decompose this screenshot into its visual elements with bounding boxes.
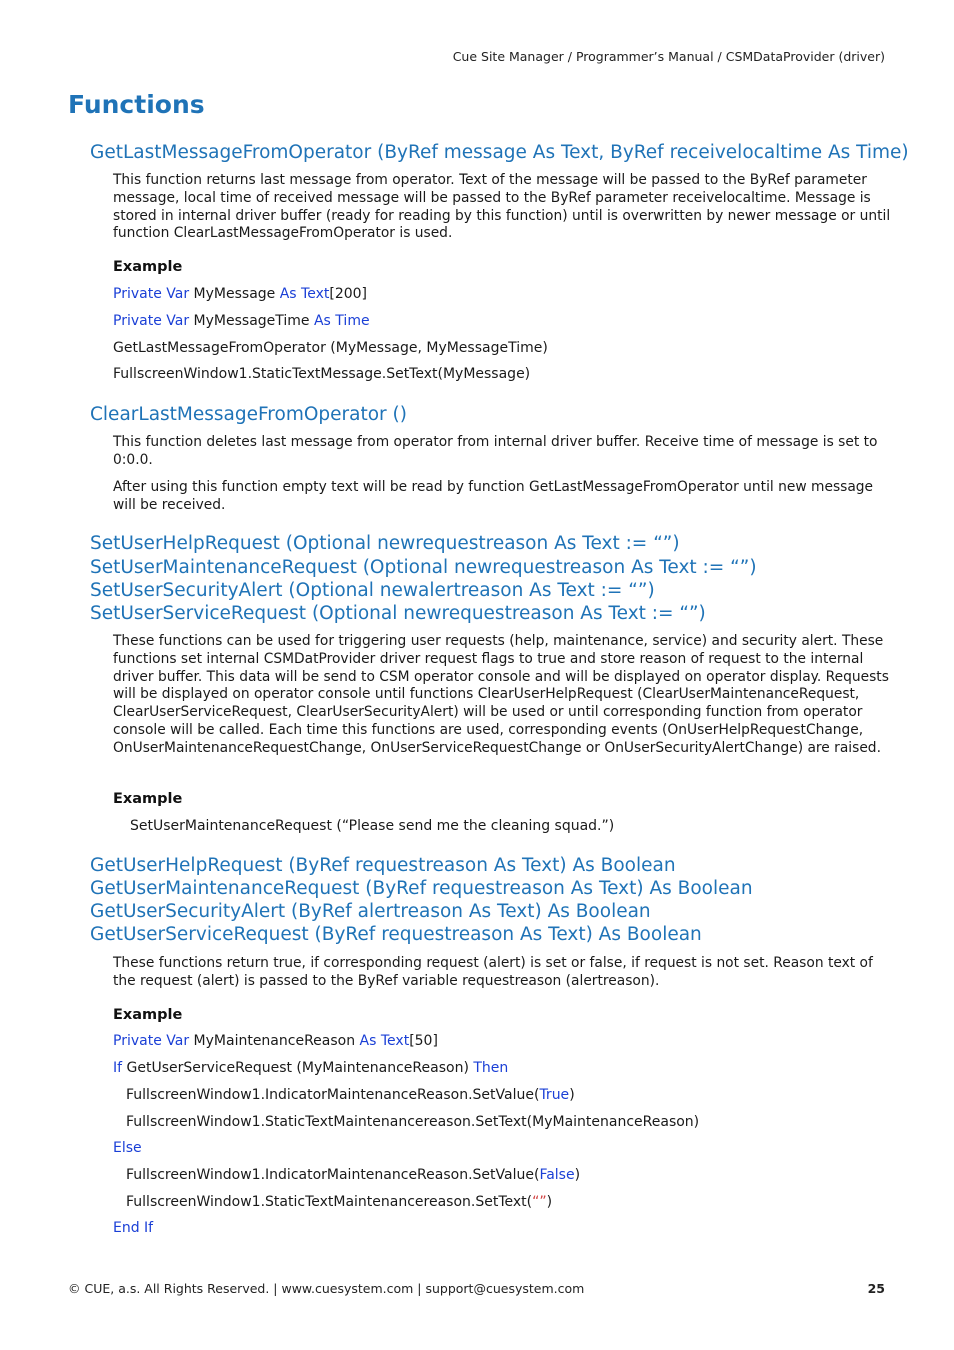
code-line: FullscreenWindow1.StaticTextMaintenancereason.SetText(“”)	[126, 1194, 553, 1210]
code-line: Else	[113, 1140, 142, 1156]
section-heading-setusersecurityalert: SetUserSecurityAlert (Optional newalertreason As Text := “”)	[90, 580, 655, 601]
section-heading-setuserservicerequest: SetUserServiceRequest (Optional newrequestreason As Text := “”)	[90, 603, 706, 624]
section-body-getuser: These functions return true, if corresponding request (alert) is set or false, if request is not set. Reason text of the request (alert) is passed to the ByRef variable requestreason (alertreason).	[113, 955, 873, 989]
section-heading-getusermaintenancerequest: GetUserMaintenanceRequest (ByRef requestreason As Text) As Boolean	[90, 878, 753, 899]
code-line: SetUserMaintenanceRequest (“Please send me the cleaning squad.”)	[130, 818, 615, 834]
example-label: Example	[113, 1007, 183, 1023]
section-heading-getuserhelprequest: GetUserHelpRequest (ByRef requestreason As Text) As Boolean	[90, 855, 676, 876]
page-number: 25	[867, 1281, 885, 1296]
section-heading-getlastmessage: GetLastMessageFromOperator (ByRef message As Text, ByRef receivelocaltime As Time)	[90, 142, 909, 163]
code-line: If GetUserServiceRequest (MyMaintenanceReason) Then	[113, 1060, 509, 1076]
section-heading-clearlastmessage: ClearLastMessageFromOperator ()	[90, 404, 407, 425]
section-heading-getuserservicerequest: GetUserServiceRequest (ByRef requestreason As Text) As Boolean	[90, 924, 702, 945]
section-body-clearlastmessage-1: This function deletes last message from operator from internal driver buffer. Receive time of message is set to 0:0.0.	[113, 434, 878, 468]
section-body-clearlastmessage-2: After using this function empty text will be read by function GetLastMessageFromOperator until new message will be received.	[113, 479, 874, 513]
page-title: Functions	[68, 90, 205, 119]
code-line: End If	[113, 1220, 154, 1236]
example-label: Example	[113, 791, 183, 807]
section-heading-setusermaintenancerequest: SetUserMaintenanceRequest (Optional newrequestreason As Text := “”)	[90, 557, 757, 578]
code-line: Private Var MyMessageTime As Time	[113, 313, 370, 329]
section-heading-setuserhelprequest: SetUserHelpRequest (Optional newrequestreason As Text := “”)	[90, 533, 680, 554]
section-body-setuser: These functions can be used for triggering user requests (help, maintenance, service) and security alert. These functions set internal CSMDatProvider driver request flags to true and store reason of request to the internal driver buffer. This data will be send to CSM operator console and will be displayed on operator display. Requests will be displayed on operator console until functions ClearUserHelpRequest (ClearUserMaintenanceRequest, ClearUserServiceRequest, ClearUserSecurityAlert) will be used or until corresponding function from operator console will be called. Each time this functions are used, corresponding events (OnUserHelpRequestChange, OnUserMaintenanceRequestChange, OnUserServiceRequestChange or OnUserSecurityAlertChange) are raised.	[113, 633, 889, 756]
code-line: Private Var MyMessage As Text[200]	[113, 286, 368, 302]
code-line: FullscreenWindow1.IndicatorMaintenanceReason.SetValue(False)	[126, 1167, 581, 1183]
section-heading-getusersecurityalert: GetUserSecurityAlert (ByRef alertreason As Text) As Boolean	[90, 901, 651, 922]
code-line: FullscreenWindow1.IndicatorMaintenanceReason.SetValue(True)	[126, 1087, 575, 1103]
code-line: FullscreenWindow1.StaticTextMaintenancereason.SetText(MyMaintenanceReason)	[126, 1114, 700, 1130]
code-line: Private Var MyMaintenanceReason As Text[50]	[113, 1033, 438, 1049]
section-body-getlastmessage: This function returns last message from operator. Text of the message will be passed to the ByRef parameter message, local time of received message will be passed to the ByRef parameter receivelocaltime. Message is stored in internal driver buffer (ready for reading by this function) until is overwritten by newer message or until function ClearLastMessageFromOperator is used.	[113, 172, 891, 242]
example-label: Example	[113, 259, 183, 275]
footer-copyright: © CUE, a.s. All Rights Reserved. | www.cuesystem.com | support@cuesystem.com	[68, 1281, 585, 1296]
code-line: FullscreenWindow1.StaticTextMessage.SetText(MyMessage)	[113, 366, 531, 382]
code-line: GetLastMessageFromOperator (MyMessage, MyMessageTime)	[113, 340, 548, 356]
header-breadcrumb: Cue Site Manager / Programmer’s Manual / CSMDataProvider (driver)	[452, 49, 885, 64]
